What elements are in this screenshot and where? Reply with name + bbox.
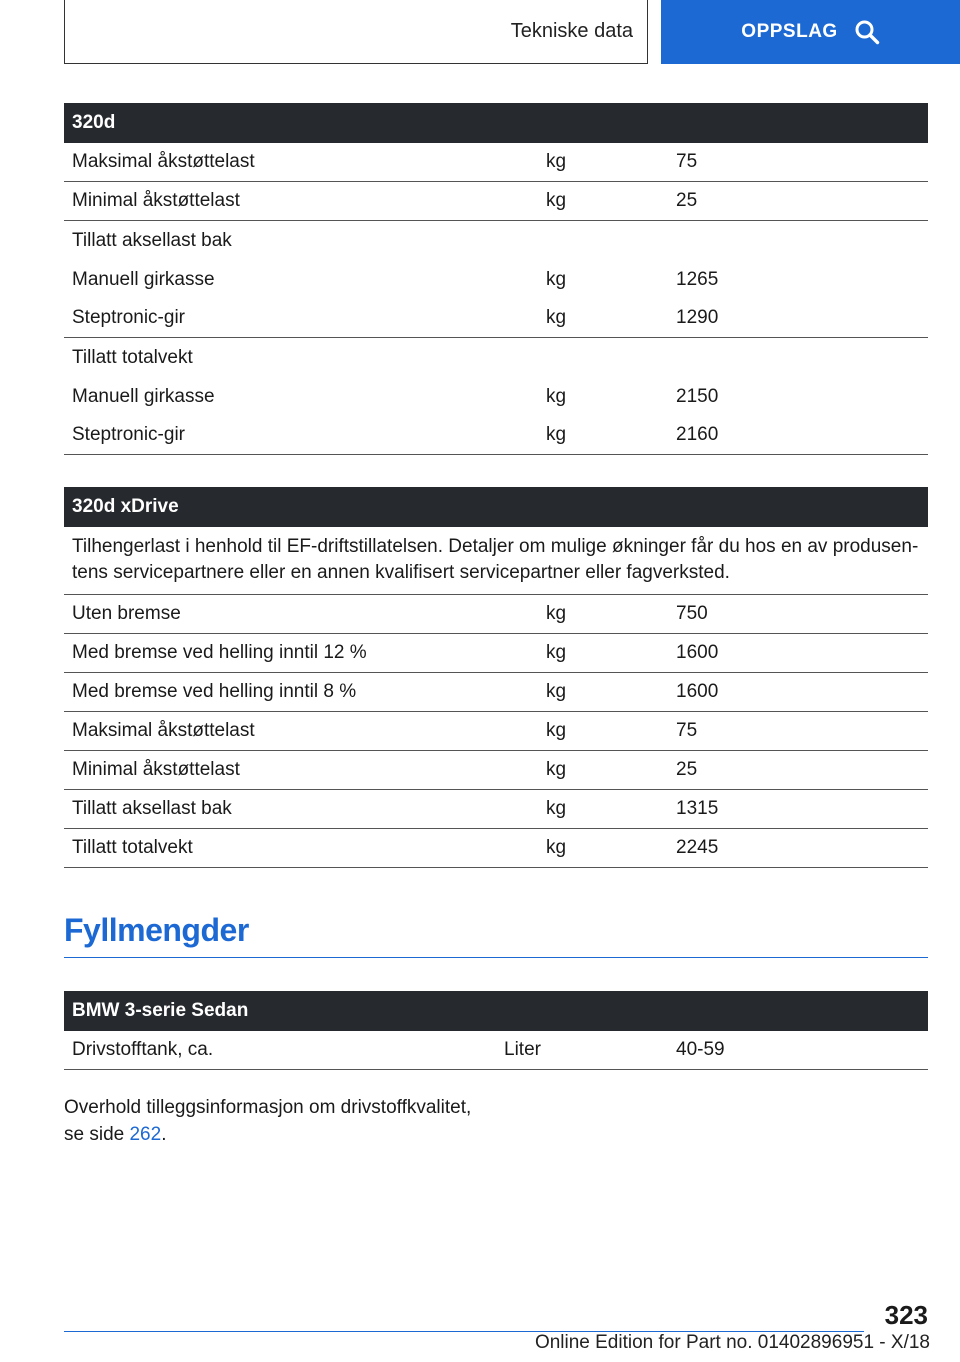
table-row [64,634,928,673]
section-heading: Fyllmengder [64,912,928,958]
row-unit: kg [546,720,567,741]
row-label: Minimal åkstøttelast [72,759,240,780]
row-value: 1290 [676,307,719,328]
table-320d-xdrive [64,487,928,868]
row-value: 75 [676,151,698,172]
row-label: Uten bremse [72,603,181,624]
row-unit: kg [546,190,567,211]
row-value: 40-59 [676,1039,725,1060]
row-label: Maksimal åkstøttelast [72,151,255,172]
table-row [64,595,928,634]
row-value: 25 [676,759,698,780]
table-title: BMW 3-serie Sedan [64,991,928,1031]
row-unit: Liter [504,1039,541,1060]
search-icon [854,19,880,45]
table-fuel-capacity [64,991,928,1070]
row-unit: kg [546,424,567,445]
row-value: 75 [676,720,698,741]
row-label: Tillatt totalvekt [72,346,193,368]
table-row [64,416,928,455]
row-value: 750 [676,603,708,624]
table-row [64,1031,928,1070]
table-row [64,790,928,829]
row-value: 25 [676,190,698,211]
row-unit: kg [546,151,567,172]
row-value: 2150 [676,385,719,407]
row-unit: kg [546,603,567,624]
table-row [64,338,928,377]
table-row [64,829,928,868]
row-label: Med bremse ved helling inntil 8 % [72,681,357,702]
table-row [64,673,928,712]
page-link[interactable]: 262 [129,1124,162,1145]
table-title: 320d [64,103,928,143]
table-row [64,221,928,260]
row-unit: kg [546,307,567,328]
row-label: Drivstofftank, ca. [72,1039,214,1060]
row-label: Steptronic-gir [72,424,185,445]
row-label: Minimal åkstøttelast [72,190,240,211]
note-line-2-suffix: . [161,1124,167,1145]
row-unit: kg [546,268,567,290]
row-value: 1315 [676,798,719,819]
row-unit: kg [546,385,567,407]
edition-footer: Online Edition for Part no. 01402896951 - X/18 [534,1332,930,1353]
table-row [64,182,928,221]
row-value: 1600 [676,642,719,663]
row-label: Manuell girkasse [72,268,215,290]
row-value: 1265 [676,268,719,290]
row-unit: kg [546,837,567,858]
row-label: Tillatt aksellast bak [72,229,232,251]
row-label: Tillatt aksellast bak [72,798,232,819]
row-value: 2245 [676,837,719,858]
table-row [64,143,928,182]
table-note: Tilhengerlast i henhold til EF-driftstillatelsen. Detaljer om mulige økninger får du hos en av produsentens servicepartnere eller en annen kvalifisert servicepartner eller fagverksted. [64,527,928,595]
row-unit: kg [546,681,567,702]
row-label: Maksimal åkstøttelast [72,720,255,741]
table-320d [64,103,928,455]
table-row [64,377,928,416]
row-label: Steptronic-gir [72,307,185,328]
table-row [64,260,928,299]
row-value: 2160 [676,424,719,445]
table-row [64,751,928,790]
row-unit: kg [546,798,567,819]
row-unit: kg [546,642,567,663]
row-value: 1600 [676,681,719,702]
row-label: Tillatt totalvekt [72,837,193,858]
row-label: Manuell girkasse [72,385,215,407]
table-row [64,712,928,751]
note-line-1: Overhold tilleggsinformasjon om drivstoffkvalitet, [64,1097,472,1118]
lookup-button[interactable] [661,0,960,64]
page-number: 323 [884,1300,928,1330]
lookup-label: OPPSLAG [741,21,838,42]
section-title: Tekniske data [510,20,633,42]
fuel-quality-note [64,1094,524,1148]
row-label: Med bremse ved helling inntil 12 % [72,642,367,663]
table-title: 320d xDrive [64,487,928,527]
note-line-2-prefix: se side [64,1124,130,1145]
row-unit: kg [546,759,567,780]
section-title-box [64,0,648,64]
table-row [64,299,928,338]
